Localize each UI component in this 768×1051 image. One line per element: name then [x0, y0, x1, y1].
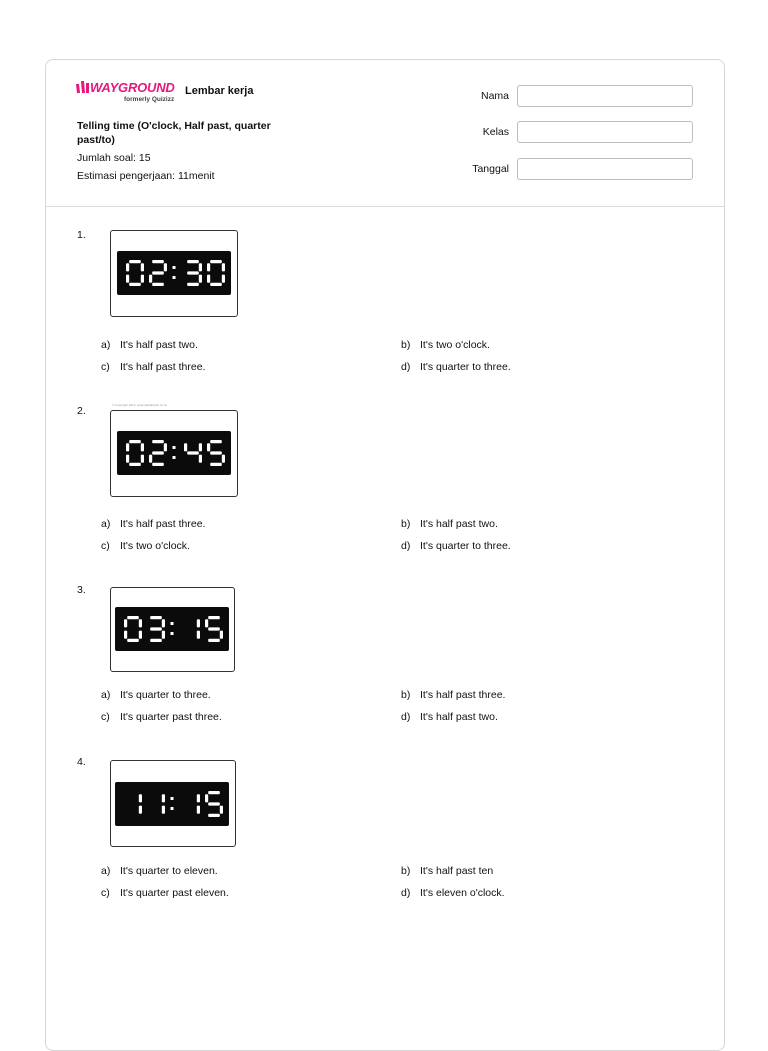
- clock-segment: [208, 802, 220, 805]
- question-4-option-c[interactable]: [101, 887, 229, 899]
- option-letter: a): [101, 518, 111, 530]
- clock-segment: [197, 631, 200, 639]
- clock-segment: [139, 619, 142, 627]
- clock-segment: [207, 263, 210, 271]
- clock-segment: [129, 440, 141, 443]
- question-1-option-b[interactable]: [401, 339, 490, 351]
- question-2-option-d[interactable]: [401, 540, 511, 552]
- clock-segment: [149, 455, 152, 463]
- digital-clock-display: [117, 431, 231, 475]
- question-4-option-b[interactable]: [401, 865, 493, 877]
- date-label: Tanggal: [472, 163, 509, 175]
- clock-segment: [162, 619, 165, 627]
- clock-segment: [150, 616, 162, 619]
- clock-segment: [149, 275, 152, 283]
- name-label: Nama: [480, 90, 509, 102]
- clock-segment: [139, 631, 142, 639]
- clock-segment: [187, 260, 199, 263]
- clock-colon-dot: [171, 632, 174, 635]
- clock-segment: [220, 631, 223, 639]
- clock-colon-dot: [173, 266, 176, 269]
- digital-clock-display: [115, 607, 229, 651]
- clock-segment: [208, 627, 220, 630]
- clock-segment: [205, 619, 208, 627]
- clock-segment: [152, 463, 164, 466]
- digital-clock-display: [117, 251, 231, 295]
- option-text: It's quarter to eleven.: [120, 865, 218, 877]
- clock-image-copyright: © Copyright 2014, www.digitalclock.co.uk: [112, 403, 167, 407]
- question-2-option-a[interactable]: [101, 518, 205, 530]
- date-field[interactable]: [517, 158, 693, 180]
- question-3-option-d[interactable]: [401, 711, 498, 723]
- clock-colon-dot: [171, 807, 174, 810]
- clock-segment: [208, 616, 220, 619]
- clock-segment: [152, 440, 164, 443]
- clock-segment: [126, 275, 129, 283]
- option-letter: b): [401, 689, 411, 701]
- clock-segment: [208, 814, 220, 817]
- option-letter: c): [101, 540, 110, 552]
- clock-segment: [184, 443, 187, 451]
- clock-segment: [139, 806, 142, 814]
- name-field[interactable]: [517, 85, 693, 107]
- clock-segment: [124, 619, 127, 627]
- question-1-option-a[interactable]: [101, 339, 198, 351]
- option-letter: c): [101, 711, 110, 723]
- clock-segment: [210, 260, 222, 263]
- option-letter: c): [101, 887, 110, 899]
- clock-segment: [197, 806, 200, 814]
- clock-segment: [164, 263, 167, 271]
- clock-segment: [152, 260, 164, 263]
- clock-segment: [222, 455, 225, 463]
- worksheet-title: Telling time (O'clock, Half past, quarter past/to): [77, 120, 271, 146]
- clock-segment: [187, 283, 199, 286]
- clock-segment: [222, 263, 225, 271]
- question-4-number: 4.: [77, 756, 86, 768]
- option-text: It's two o'clock.: [420, 339, 490, 351]
- clock-segment: [164, 443, 167, 451]
- clock-colon-dot: [171, 622, 174, 625]
- question-2-clock-image: [110, 410, 238, 497]
- clock-segment: [150, 627, 162, 630]
- option-text: It's eleven o'clock.: [420, 887, 505, 899]
- option-letter: a): [101, 865, 111, 877]
- option-text: It's quarter to three.: [420, 361, 511, 373]
- option-letter: a): [101, 339, 111, 351]
- clock-segment: [141, 275, 144, 283]
- clock-colon-dot: [173, 456, 176, 459]
- clock-segment: [207, 443, 210, 451]
- clock-segment: [152, 451, 164, 454]
- clock-segment: [126, 455, 129, 463]
- brand-logo: [76, 80, 181, 106]
- option-text: It's two o'clock.: [120, 540, 190, 552]
- clock-segment: [199, 455, 202, 463]
- option-letter: d): [401, 711, 411, 723]
- option-letter: a): [101, 689, 111, 701]
- worksheet-page: [45, 59, 725, 1051]
- option-text: It's half past two.: [420, 711, 498, 723]
- option-text: It's quarter past three.: [120, 711, 222, 723]
- option-text: It's half past two.: [120, 339, 198, 351]
- option-letter: d): [401, 361, 411, 373]
- class-field[interactable]: [517, 121, 693, 143]
- clock-segment: [152, 283, 164, 286]
- option-text: It's quarter to three.: [420, 540, 511, 552]
- option-text: It's quarter to three.: [120, 689, 211, 701]
- option-letter: c): [101, 361, 110, 373]
- question-2-option-b[interactable]: [401, 518, 498, 530]
- question-4-option-a[interactable]: [101, 865, 218, 877]
- clock-segment: [141, 443, 144, 451]
- clock-segment: [187, 451, 199, 454]
- clock-digits: [117, 251, 231, 295]
- clock-colon-dot: [173, 446, 176, 449]
- clock-segment: [127, 639, 139, 642]
- option-text: It's half past three.: [120, 518, 206, 530]
- clock-segment: [207, 275, 210, 283]
- clock-colon-dot: [173, 276, 176, 279]
- clock-segment: [126, 263, 129, 271]
- clock-digits: [115, 607, 229, 651]
- clock-segment: [129, 283, 141, 286]
- clock-segment: [129, 260, 141, 263]
- clock-segment: [199, 263, 202, 271]
- clock-segment: [208, 791, 220, 794]
- option-letter: d): [401, 540, 411, 552]
- clock-segment: [220, 806, 223, 814]
- clock-segment: [124, 631, 127, 639]
- question-1-clock-image: [110, 230, 238, 317]
- clock-segment: [210, 463, 222, 466]
- clock-segment: [199, 443, 202, 451]
- question-4-option-d[interactable]: [401, 887, 505, 899]
- question-1-option-c[interactable]: [101, 361, 205, 373]
- clock-digits: [115, 782, 229, 826]
- clock-segment: [141, 263, 144, 271]
- clock-segment: [199, 275, 202, 283]
- clock-segment: [210, 440, 222, 443]
- logo-mark-icon: [76, 81, 90, 93]
- class-label: Kelas: [482, 126, 509, 138]
- option-text: It's quarter past eleven.: [120, 887, 229, 899]
- digital-clock-display: [115, 782, 229, 826]
- question-1-number: 1.: [77, 229, 86, 241]
- clock-segment: [197, 619, 200, 627]
- clock-segment: [210, 283, 222, 286]
- clock-segment: [197, 794, 200, 802]
- option-letter: d): [401, 887, 411, 899]
- question-3-option-a[interactable]: [101, 689, 211, 701]
- document-type: Lembar kerja: [185, 85, 254, 97]
- clock-segment: [129, 463, 141, 466]
- clock-segment: [127, 616, 139, 619]
- question-3-option-c[interactable]: [101, 711, 222, 723]
- clock-segment: [126, 443, 129, 451]
- question-4-clock-image: [110, 760, 236, 847]
- question-count: Jumlah soal: 15: [77, 152, 151, 164]
- clock-segment: [139, 794, 142, 802]
- option-letter: b): [401, 339, 411, 351]
- option-letter: b): [401, 518, 411, 530]
- logo-subtitle: formerly Quizizz: [124, 96, 175, 103]
- clock-segment: [222, 275, 225, 283]
- question-2-number: 2.: [77, 405, 86, 417]
- clock-segment: [162, 631, 165, 639]
- option-text: It's half past ten: [420, 865, 494, 877]
- option-text: It's half past three.: [120, 361, 206, 373]
- clock-segment: [187, 271, 199, 274]
- option-letter: b): [401, 865, 411, 877]
- clock-segment: [210, 451, 222, 454]
- question-3-option-b[interactable]: [401, 689, 505, 701]
- clock-segment: [152, 271, 164, 274]
- clock-digits: [117, 431, 231, 475]
- clock-segment: [205, 794, 208, 802]
- question-1-option-d[interactable]: [401, 361, 511, 373]
- clock-segment: [208, 639, 220, 642]
- clock-segment: [162, 794, 165, 802]
- clock-colon-dot: [171, 797, 174, 800]
- question-3-clock-image: [110, 587, 235, 672]
- time-estimate: Estimasi pengerjaan: 11menit: [77, 170, 215, 182]
- question-3-number: 3.: [77, 584, 86, 596]
- clock-segment: [162, 806, 165, 814]
- worksheet-header: [46, 60, 724, 207]
- clock-segment: [141, 455, 144, 463]
- clock-segment: [150, 639, 162, 642]
- option-text: It's half past three.: [420, 689, 506, 701]
- logo-wordmark: WAYGROUND: [90, 80, 175, 95]
- option-text: It's half past two.: [420, 518, 498, 530]
- question-2-option-c[interactable]: [101, 540, 190, 552]
